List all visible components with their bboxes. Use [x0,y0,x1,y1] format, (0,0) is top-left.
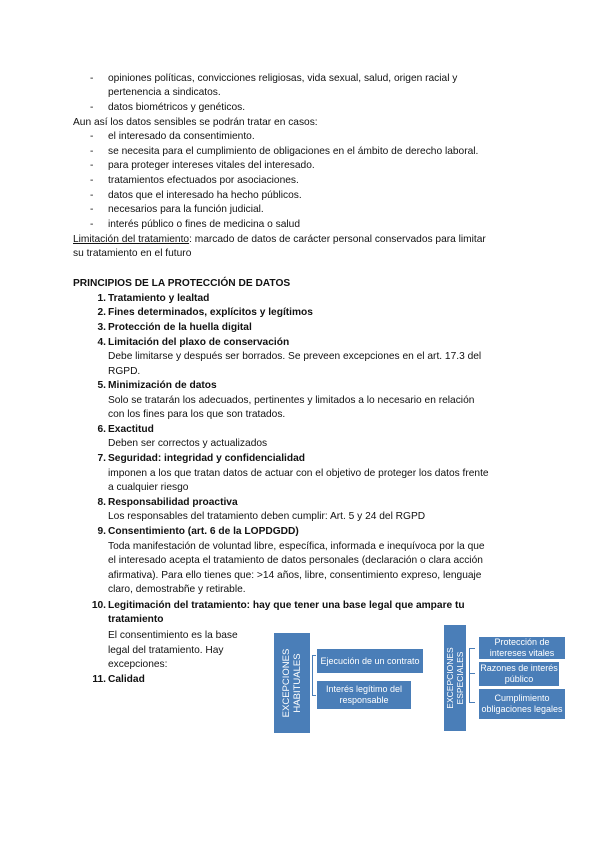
diagram-connector [469,648,475,649]
case-item: se necesita para el cumplimiento de obligaciones en el ámbito de derecho laboral. [108,146,479,157]
intro-text: Aun así los datos sensibles se podrán tratar en casos: [73,117,318,128]
principle-number: 10. [91,600,106,611]
principle-title: Minimización de datos [108,380,217,391]
principle-title: Protección de la huella digital [108,322,252,333]
principle-number: 1. [97,293,106,304]
principle-title: Calidad [108,674,145,685]
diagram-connector [469,648,470,702]
principle-desc: El consentimiento es la base [108,630,238,641]
principle-title: Limitación del plaxo de conservación [108,337,290,348]
diagram-item-box: Protección de intereses vitales [478,636,566,660]
diagram-item-box: Interés legítimo del responsable [316,680,412,710]
principle-desc: RGPD. [108,366,141,377]
case-item: necesarios para la función judicial. [108,204,264,215]
limitacion-paragraph [73,233,486,247]
case-item: tratamientos efectuados por asociaciones. [108,175,299,186]
principle-desc: excepciones: [108,659,168,670]
diagram-label-box [273,632,311,734]
bullet-dash: - [90,131,94,142]
principle-title: Responsabilidad proactiva [108,497,238,508]
principle-number: 5. [97,380,106,391]
bullet-dash: - [90,146,94,157]
principle-number: 4. [97,337,106,348]
case-item: el interesado da consentimiento. [108,131,255,142]
diagram-connector [312,655,313,695]
limitacion-definition: : marcado de datos de carácter personal conservados para limitar [189,234,486,245]
diagram-item-box: Ejecución de un contrato [316,648,424,674]
bullet-dash: - [90,160,94,171]
case-item: para proteger intereses vitales del interesado. [108,160,315,171]
principle-title-cont: tratamiento [108,614,164,625]
section-heading: PRINCIPIOS DE LA PROTECCIÓN DE DATOS [73,278,291,289]
principle-desc: claro, demostrabñe y retirable. [108,584,246,595]
principle-title: Tratamiento y lealtad [108,293,210,304]
principle-desc: afirmativa). Para ello tienes que: >14 años, libre, consentimiento expreso, lenguaje [108,570,482,581]
principle-number: 8. [97,497,106,508]
bullet-dash: - [90,102,94,113]
case-item: datos que el interesado ha hecho públicos. [108,190,302,201]
bullet-dash: - [90,175,94,186]
bullet-dash: - [90,73,94,84]
bullet-dash: - [90,204,94,215]
principle-desc: Los responsables del tratamiento deben cumplir: Art. 5 y 24 del RGPD [108,511,426,522]
diagram-connector [469,702,475,703]
diagram-item-box: Cumplimiento obligaciones legales [478,688,566,720]
limitacion-paragraph-cont: su tratamiento en el futuro [73,248,192,259]
principle-desc: con los fines para los que son tratados. [108,409,286,420]
principle-number: 2. [97,307,106,318]
case-item: interés público o fines de medicina o salud [108,219,300,230]
principle-number: 9. [97,526,106,537]
principle-desc: Debe limitarse y después ser borrados. Se preveen excepciones en el art. 17.3 del [108,351,482,362]
principle-desc: el interesado acepta el tratamiento de datos personales (declaración o clara acción [108,555,483,566]
diagram-item-box: Razones de interés público [478,661,560,687]
principle-number: 11. [92,674,106,685]
diagram-label: EXCEPCIONES HABITUALES [281,648,303,718]
bullet-dash: - [90,190,94,201]
principle-number: 6. [97,424,106,435]
bullet-text: opiniones políticas, convicciones religiosas, vida sexual, salud, origen racial y [108,73,458,84]
principle-desc: Solo se tratarán los adecuados, pertinentes y limitados a lo necesario en relación [108,395,475,406]
principle-title: Exactitud [108,424,154,435]
principle-title: Consentimiento (art. 6 de la LOPDGDD) [108,526,299,537]
diagram-label-box [443,624,467,732]
diagram-connector [469,673,475,674]
principle-title: Seguridad: integridad y confidencialidad [108,453,305,464]
principle-number: 7. [97,453,106,464]
bullet-dash: - [90,219,94,230]
bullet-text: datos biométricos y genéticos. [108,102,246,113]
principle-desc: imponen a los que tratan datos de actuar con el objetivo de proteger los datos frente [108,468,489,479]
principle-title: Fines determinados, explícitos y legítimos [108,307,313,318]
principle-desc: Toda manifestación de voluntad libre, específica, informada e inequívoca por la que [108,541,485,552]
principle-number: 3. [97,322,106,333]
diagram-label: EXCEPCIONES ESPECIALES [445,647,465,709]
limitacion-term: Limitación del tratamiento [73,234,190,245]
principle-title: Legitimación del tratamiento: hay que tener una base legal que ampare tu [108,600,465,611]
bullet-text-cont: pertenencia a sindicatos. [108,87,221,98]
principle-desc: a cualquier riesgo [108,482,189,493]
principle-desc: Deben ser correctos y actualizados [108,438,268,449]
principle-desc: legal del tratamiento. Hay [108,645,224,656]
